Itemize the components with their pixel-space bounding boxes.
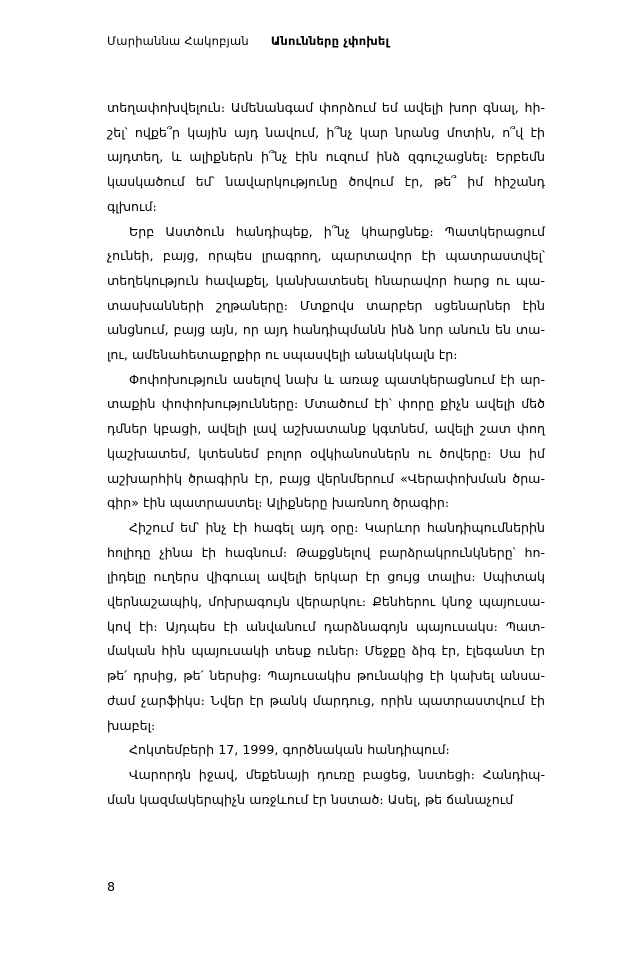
paragraph: տեղափոխվելուն։ Ամենանգամ փորձում եմ ավելի խոր գնալ, հիշել՝ ովքե՞ր կային այդ նավում, ի՞նչ կար նրանց մոտին, ո՞վ էի այդտեղ, և ալիքներն ի՞նչ էին ուզում ինձ զգուշացնել։ Երբեմն կասկածում եմ՝ նավարկությունը ծովում էր, թե՞ իմ հիշանդ գլխում։ xyxy=(107,100,545,214)
running-head xyxy=(107,34,547,48)
paragraph: Հիշում եմ՝ ինչ էի հագել այդ օրը։ Կարևոր հանդիպումներին հոլիդը չինա էի հագնում։ Թաքցնելով բարձրակրունկները՝ հոլիդելը ուղերս վիգուալ ավելի երկար էր ցույց տալիս։ Սպիտակ վերնաշապիկ, մոխրագույն վերարկու։ Քենհերու կնոջ պայուսակով էի։ Այդպես էի անվանում դարձնագոյն պայուսակս։ Պատմական հին պայուսակի տեսք ուներ։ Մեջքը ձիգ էր, էլեգանտ էր թե՛ դրսից, թե՛ ներսից։ Պայուսակիս թունակից էի կախել անսաժամ չարֆիկս։ Նվեր էր թանկ մարդուց, որին պատրաստվում էի խաբել։ xyxy=(107,519,545,733)
page-number: 8 xyxy=(107,879,116,894)
paragraph-date: Հոկտեմբերի 17, 1999, գործնական հանդիպում։ xyxy=(129,742,450,758)
body-text xyxy=(107,96,545,812)
running-head-title: Անունները չփոխել xyxy=(270,34,390,48)
paragraph: Վարորդն իջավ, մեքենայի դուռը բացեց, նստեցի։ Հանդիպման կազմակերպիչն առջևում էր նստած։ Ասել, թե ճանաչում xyxy=(107,766,545,807)
running-head-author: Մարիաննա Հակոբյան xyxy=(107,34,249,48)
paragraph: Փոփոխություն ասելով նախ և առաջ պատկերացնում էի արտաքին փոփոխությունները։ Մտածում էի՝ փորը քիչն ավելի մեծ դմներ կբացի, ավելի լավ աշխատանք կգտնեմ, ավելի շատ փող կաշխատեմ, կտեսնեմ բոլոր օվկիանոսներն ու ծովերը։ Սա իմ աշխարհիկ ծրագիրն էր, բայց վերնմերում «Վերափոխման ծրագիր» էին պատրաստել։ Ալիքները խառնող ծրագիր։ xyxy=(107,371,545,511)
paragraph: Երբ Աստծուն հանդիպեք, ի՞նչ կհարցնեք։ Պատկերացում չունեի, բայց, որպես լրագրող, պարտավոր էի պատրաստվել՝ տեղեկություն հավաքել, կանխատեսել հնարավոր հարց ու պատասխանների շղթաները։ Մտքովս տարբեր սցենարներ էին անցնում, բայց այն, որ այդ հանդիպմանն ինձ նոր անուն են տալու, ամենահետաքրքիր ու սպասվելի անակնկալն էր։ xyxy=(107,223,545,363)
